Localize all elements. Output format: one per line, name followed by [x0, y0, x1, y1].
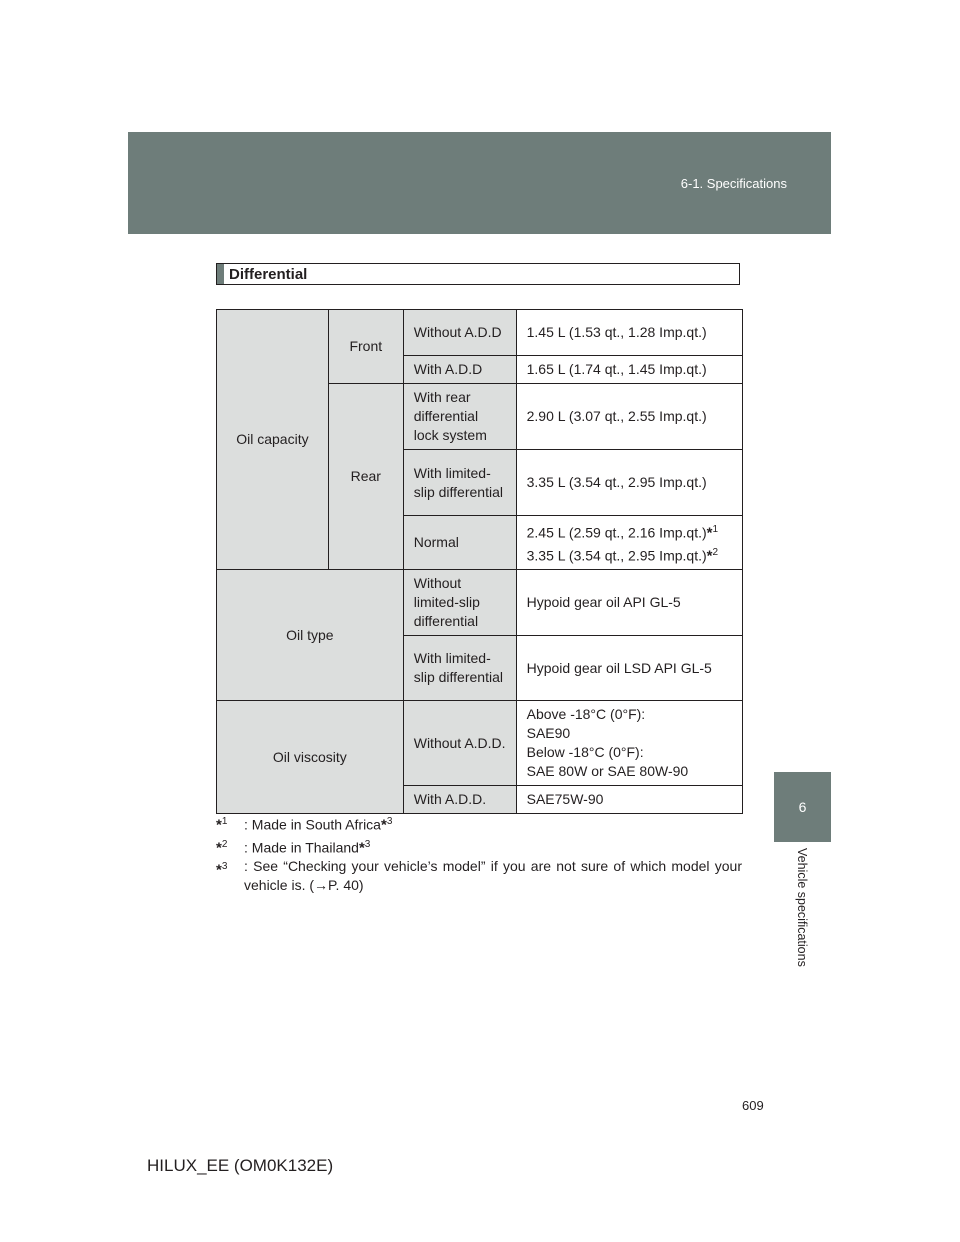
chapter-label	[792, 848, 812, 988]
front-with-add-label: With A.D.D	[403, 356, 516, 384]
oil-capacity-label: Oil capacity	[217, 310, 329, 570]
oil-type-without-lsd-value: Hypoid gear oil API GL-5	[516, 570, 742, 636]
viscosity-without-add-label: Without A.D.D.	[403, 701, 516, 786]
rear-lsd-value: 3.35 L (3.54 qt., 2.95 Imp.qt.)	[516, 450, 742, 516]
rear-normal-value-1: 2.45 L (2.59 qt., 2.16 Imp.qt.)*$^1$	[526, 524, 719, 542]
viscosity-line: Below -18°C (0°F):	[526, 744, 644, 761]
front-with-add-value: 1.65 L (1.74 qt., 1.45 Imp.qt.)	[516, 356, 742, 384]
viscosity-line: Above -18°C (0°F):	[526, 706, 646, 723]
table-row	[217, 701, 743, 786]
front-without-add-label: Without A.D.D	[403, 310, 516, 356]
footnote-2: *$^2$ : Made in Thailand*$^3$	[216, 838, 371, 857]
footnote-3: *$^3$ : See “Checking your vehicle’s model” if you are not sure of which model your vehicle is. (→P. 40)	[216, 858, 742, 894]
rear-lock-label: With rear differential lock system	[403, 384, 516, 450]
rear-normal-value-2: 3.35 L (3.54 qt., 2.95 Imp.qt.)*$^2$	[526, 546, 719, 565]
table-row	[217, 570, 743, 636]
differential-spec-table	[216, 309, 743, 814]
oil-type-with-lsd-value: Hypoid gear oil LSD API GL-5	[516, 636, 742, 701]
chapter-label-text: Vehicle specifications	[795, 848, 809, 967]
viscosity-line: SAE 80W or SAE 80W-90	[526, 763, 689, 780]
header-band	[128, 132, 831, 234]
footnote-1: *$^1$ : Made in South Africa*$^3$	[216, 816, 393, 834]
section-breadcrumb: 6-1. Specifications	[680, 176, 787, 191]
rear-lsd-label: With limited-slip differential	[403, 450, 516, 516]
viscosity-line: SAE90	[526, 725, 571, 742]
section-title: Differential	[229, 266, 308, 283]
rear-normal-value	[516, 516, 742, 570]
viscosity-with-add-value: SAE75W-90	[516, 786, 742, 814]
page-number: 609	[742, 1098, 764, 1113]
viscosity-with-add-label: With A.D.D.	[403, 786, 516, 814]
oil-type-with-lsd-label: With limited-slip differential	[403, 636, 516, 701]
chapter-tab	[774, 772, 831, 842]
oil-viscosity-label: Oil viscosity	[217, 701, 404, 814]
section-header	[216, 263, 740, 285]
chapter-number: 6	[798, 799, 807, 815]
viscosity-without-add-value	[516, 701, 742, 786]
model-id: HILUX_EE (OM0K132E)	[147, 1156, 334, 1175]
section-header-accent	[217, 264, 224, 284]
rear-label: Rear	[328, 384, 403, 570]
oil-type-label: Oil type	[217, 570, 404, 701]
rear-lock-value: 2.90 L (3.07 qt., 2.55 Imp.qt.)	[516, 384, 742, 450]
rear-normal-label: Normal	[403, 516, 516, 570]
front-without-add-value: 1.45 L (1.53 qt., 1.28 Imp.qt.)	[516, 310, 742, 356]
footnotes	[216, 812, 742, 895]
front-label: Front	[328, 310, 403, 384]
table-row	[217, 310, 743, 356]
oil-type-without-lsd-label: Without limited-slip differential	[403, 570, 516, 636]
